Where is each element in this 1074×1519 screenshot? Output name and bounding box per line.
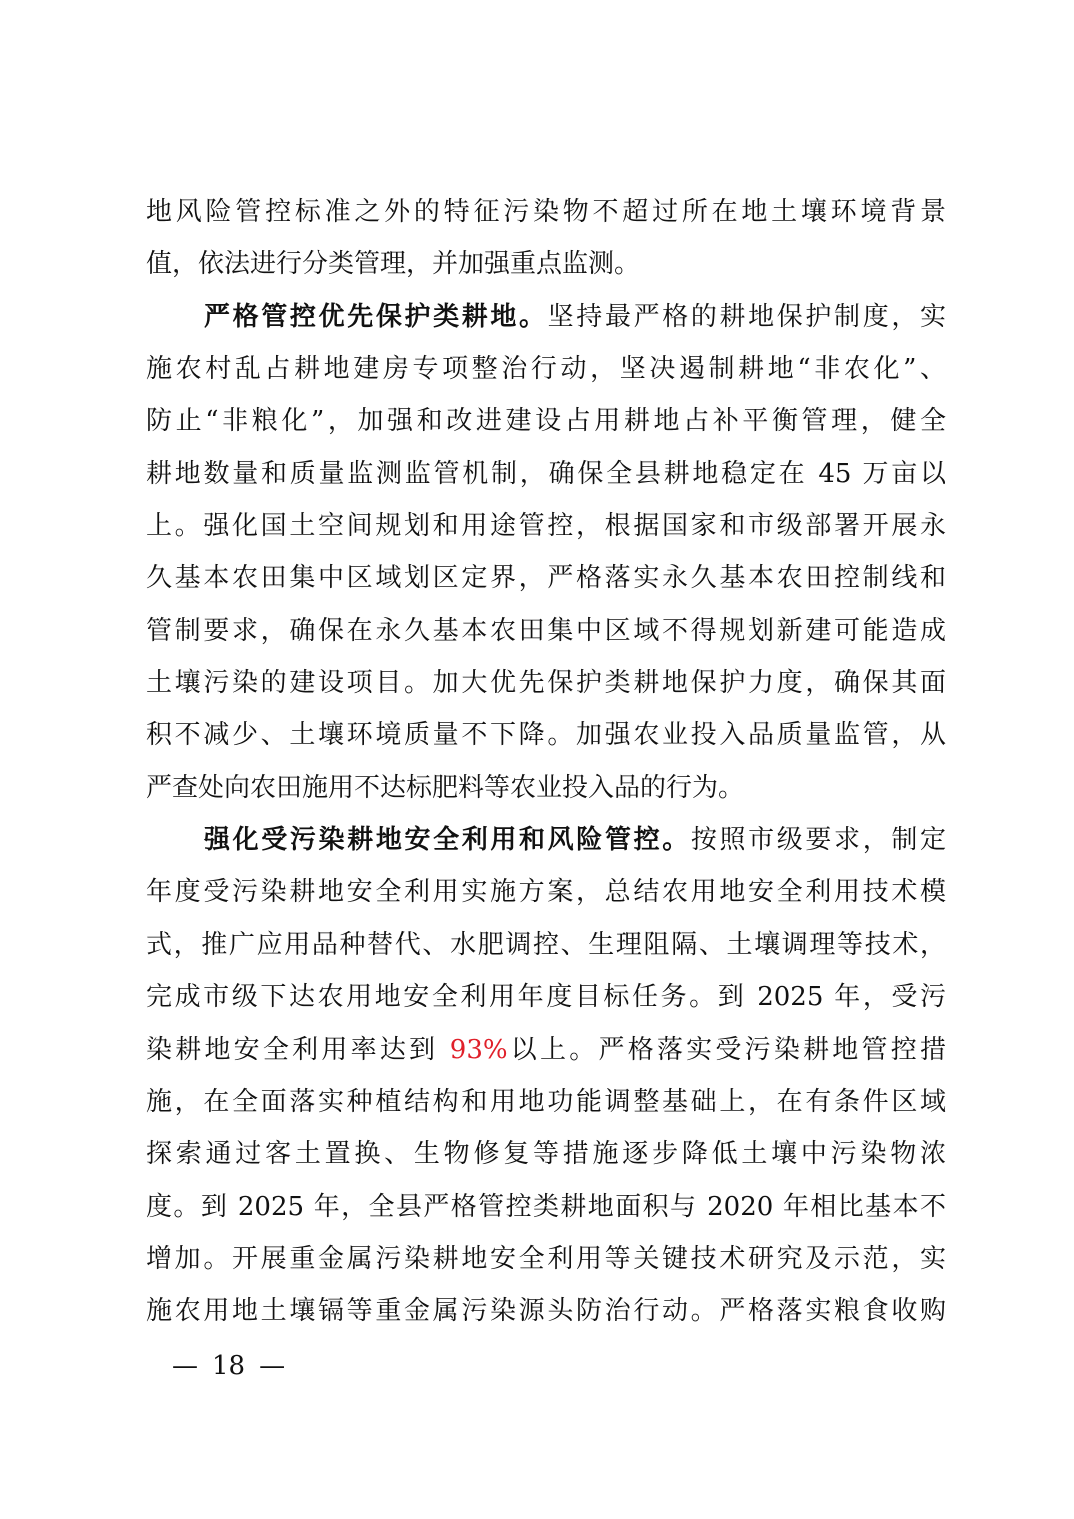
text-line: 土壤污染的建设项目。加大优先保护类耕地保护力度，确保其面 bbox=[146, 668, 946, 699]
text-span: 染耕地安全利用率达到 bbox=[146, 1034, 450, 1065]
paragraph-first-line bbox=[146, 814, 946, 866]
text-span: 坚持最严格的耕地保护制度，实 bbox=[547, 301, 946, 332]
text-line: 年度受污染耕地安全利用实施方案，总结农用地安全利用技术模 bbox=[146, 877, 946, 908]
footer-dash-left: — bbox=[172, 1351, 198, 1381]
text-line: 施，在全面落实种植结构和用地功能调整基础上，在有条件区域 bbox=[146, 1086, 946, 1117]
text-line: 防止“非粮化”，加强和改进建设占用耕地占补平衡管理，健全 bbox=[146, 406, 946, 437]
page-number: 18 bbox=[212, 1351, 246, 1381]
text-line: 耕地数量和质量监测监管机制，确保全县耕地稳定在 45 万亩以 bbox=[146, 458, 946, 489]
text-line: 积不减少、土壤环境质量不下降。加强农业投入品质量监管，从 bbox=[146, 720, 946, 751]
text-line: 增加。开展重金属污染耕地安全利用等关键技术研究及示范，实 bbox=[146, 1243, 946, 1274]
text-line: 施农村乱占耕地建房专项整治行动，坚决遏制耕地“非农化”、 bbox=[146, 354, 946, 385]
text-line: 值，依法进行分类管理，并加强重点监测。 bbox=[146, 249, 641, 280]
page-footer bbox=[172, 1346, 285, 1386]
text-line: 管制要求，确保在永久基本农田集中区域不得规划新建可能造成 bbox=[146, 615, 946, 646]
highlighted-percentage: 93% bbox=[449, 1034, 508, 1065]
text-line bbox=[146, 1024, 946, 1076]
text-line: 式，推广应用品种替代、水肥调控、生理阻隔、土壤调理等技术， bbox=[146, 929, 946, 960]
text-line: 上。强化国土空间规划和用途管控，根据国家和市级部署开展永 bbox=[146, 511, 946, 542]
text-line: 严查处向农田施用不达标肥料等农业投入品的行为。 bbox=[146, 772, 745, 803]
text-line: 地风险管控标准之外的特征污染物不超过所在地土壤环境背景 bbox=[146, 197, 946, 227]
body-text bbox=[146, 186, 946, 1338]
text-line: 度。到 2025 年，全县严格管控类耕地面积与 2020 年相比基本不 bbox=[146, 1191, 946, 1222]
text-span: 以上。严格落实受污染耕地管控措 bbox=[507, 1034, 946, 1065]
text-line: 久基本农田集中区域划区定界，严格落实永久基本农田控制线和 bbox=[146, 563, 946, 594]
text-line: 探索通过客土置换、生物修复等措施逐步降低土壤中污染物浓 bbox=[146, 1139, 946, 1170]
text-line: 施农用地土壤镉等重金属污染源头防治行动。严格落实粮食收购 bbox=[146, 1296, 946, 1327]
paragraph-first-line bbox=[146, 291, 946, 343]
footer-dash-right: — bbox=[259, 1351, 286, 1381]
paragraph-heading: 严格管控优先保护类耕地。 bbox=[204, 301, 548, 332]
text-span: 按照市级要求，制定 bbox=[690, 825, 946, 856]
text-line: 完成市级下达农用地安全利用年度目标任务。到 2025 年，受污 bbox=[146, 982, 946, 1013]
paragraph-heading: 强化受污染耕地安全利用和风险管控。 bbox=[204, 825, 691, 856]
